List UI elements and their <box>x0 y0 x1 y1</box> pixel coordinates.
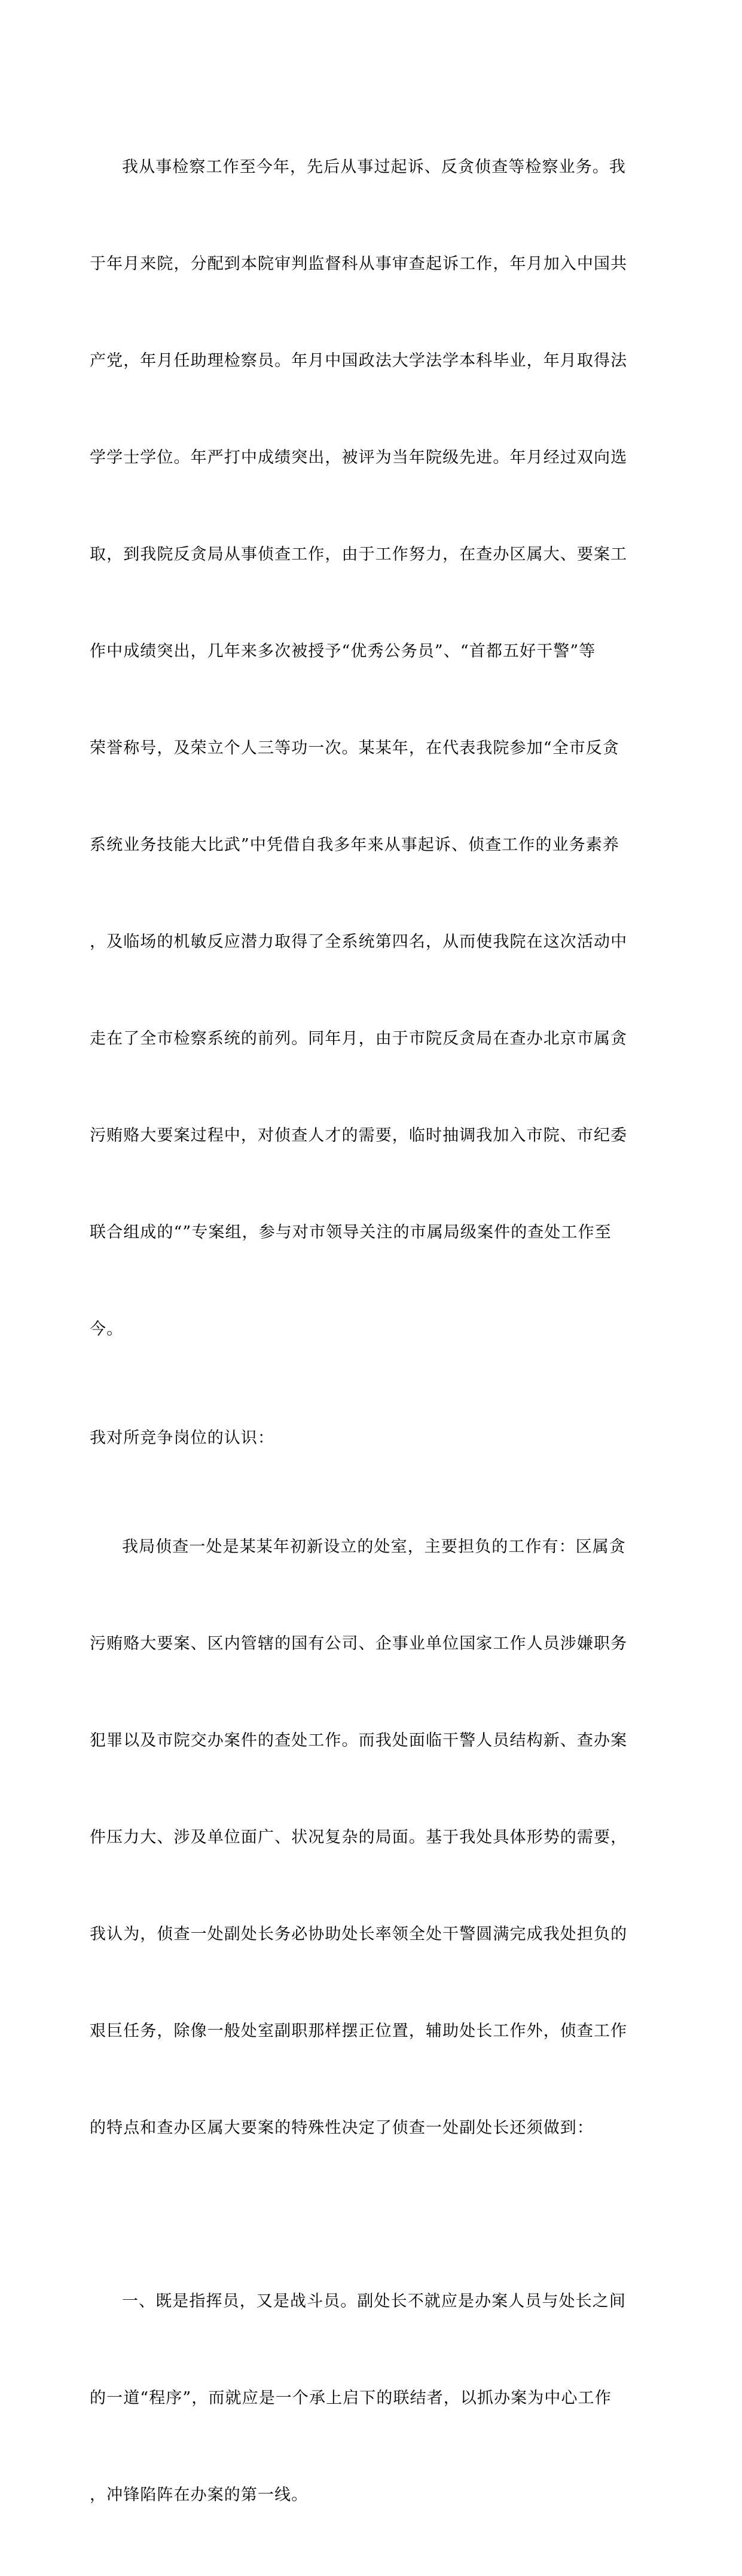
text-line: 作中成绩突出，几年来多次被授予“优秀公务员”、“首都五好干警”等 <box>90 642 596 661</box>
text-line: ，冲锋陷阵在办案的第一线。 <box>90 2486 309 2504</box>
text-line: ，及临场的机敏反应潜力取得了全系统第四名，从而使我院在这次活动中 <box>90 933 628 951</box>
section-heading: 我对所竞争岗位的认识： <box>90 1429 275 1447</box>
text-line: 今。 <box>90 1320 124 1339</box>
text-line: 于年月来院，分配到本院审判监督科从事审查起诉工作，年月加入中国共 <box>90 255 628 273</box>
paragraph-position-understanding <box>90 1466 649 2209</box>
text-line: 我局侦查一处是某某年初新设立的处室，主要担负的工作有：区属贪 <box>122 1538 626 1556</box>
text-line: 我认为，侦查一处副处长务必协助处长率领全处干警圆满完成我处担负的 <box>90 1925 628 1944</box>
text-line: 艰巨任务，除像一般处室副职那样摆正位置，辅助处长工作外，侦查工作 <box>90 2022 628 2040</box>
text-line: 联合组成的“”专案组，参与对市领导关注的市属局级案件的查处工作至 <box>90 1223 612 1242</box>
paragraph-point-one <box>90 2221 649 2576</box>
paragraph-background <box>90 87 649 1410</box>
text-line: 污贿赂大要案过程中，对侦查人才的需要，临时抽调我加入市院、市纪委 <box>90 1126 628 1145</box>
text-line: 的一道“程序”，而就应是一个承上启下的联结者，以抓办案为中心工作 <box>90 2389 612 2407</box>
text-line: 学学士学位。年严打中成绩突出，被评为当年院级先进。年月经过双向选 <box>90 448 628 467</box>
text-line: 污贿赂大要案、区内管辖的国有公司、企事业单位国家工作人员涉嫌职务 <box>90 1634 628 1653</box>
text-line: 犯罪以及市院交办案件的查处工作。而我处面临干警人员结构新、查办案 <box>90 1731 628 1750</box>
text-line: 荣誉称号，及荣立个人三等功一次。某某年，在代表我院参加“全市反贪 <box>90 739 620 757</box>
document-body <box>90 87 649 2576</box>
text-line: 件压力大、涉及单位面广、状况复杂的局面。基于我处具体形势的需要， <box>90 1828 628 1847</box>
text-line: 产党，年月任助理检察员。年月中国政法大学法学本科毕业，年月取得法 <box>90 352 628 370</box>
text-line: 系统业务技能大比武”中凭借自我多年来从事起诉、侦查工作的业务素养 <box>90 836 620 854</box>
text-line: 我从事检察工作至今年，先后从事过起诉、反贪侦查等检察业务。我 <box>122 158 626 176</box>
text-line: 走在了全市检察系统的前列。同年月，由于市院反贪局在查办北京市属贪 <box>90 1029 628 1048</box>
text-line: 一、既是指挥员，又是战斗员。副处长不就应是办案人员与处长之间 <box>122 2292 626 2311</box>
text-line: 的特点和查办区属大要案的特殊性决定了侦查一处副处长还须做到： <box>90 2119 594 2137</box>
text-line: 取，到我院反贪局从事侦查工作，由于工作努力，在查办区属大、要案工 <box>90 545 628 564</box>
